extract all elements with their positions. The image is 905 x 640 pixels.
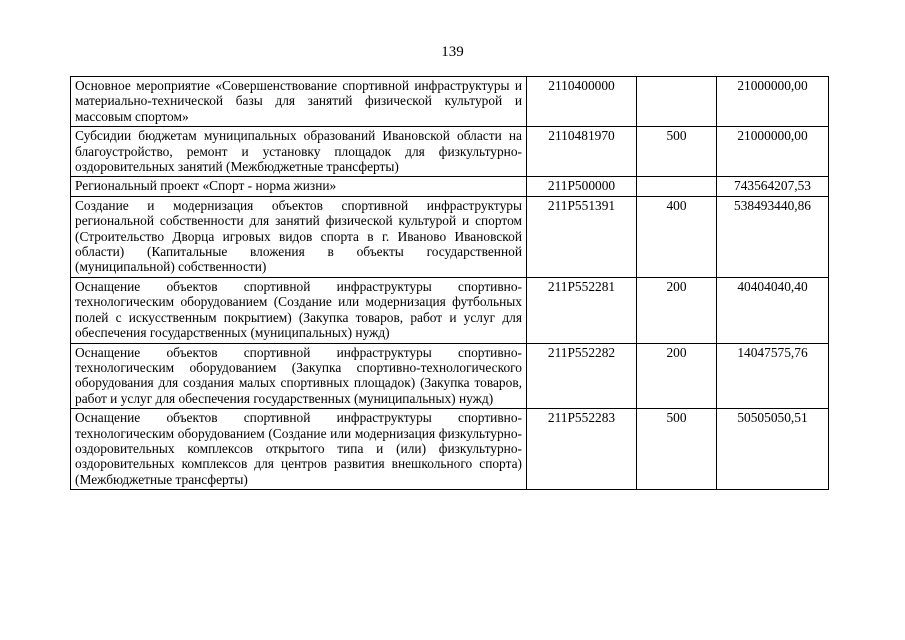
row-expense-type: 200	[637, 277, 717, 343]
table-row	[71, 127, 829, 177]
budget-table	[70, 76, 829, 490]
row-name: Создание и модернизация объектов спортивной инфраструктуры региональной собственности для занятий физической культурой и спортом (Строительство Дворца игровых видов спорта в г. Иваново Ивановской области) (Капитальные вложения в объекты государственной (муниципальной) собственности)	[71, 196, 527, 277]
row-name: Основное мероприятие «Совершенствование спортивной инфраструктуры и материально-технической базы для занятий физической культурой и массовым спортом»	[71, 77, 527, 127]
row-expense-type: 400	[637, 196, 717, 277]
table-row	[71, 177, 829, 196]
row-target-code: 211P552282	[527, 343, 637, 409]
row-target-code: 211P551391	[527, 196, 637, 277]
row-amount: 14047575,76	[717, 343, 829, 409]
row-expense-type	[637, 177, 717, 196]
row-expense-type: 500	[637, 409, 717, 490]
table-row	[71, 343, 829, 409]
row-target-code: 2110481970	[527, 127, 637, 177]
table-row	[71, 196, 829, 277]
table-row	[71, 277, 829, 343]
row-expense-type	[637, 77, 717, 127]
row-amount: 50505050,51	[717, 409, 829, 490]
row-amount: 40404040,40	[717, 277, 829, 343]
row-amount: 743564207,53	[717, 177, 829, 196]
table-row	[71, 409, 829, 490]
table-row	[71, 77, 829, 127]
row-name: Субсидии бюджетам муниципальных образований Ивановской области на благоустройство, ремонт и установку площадок для физкультурно-оздоровительных занятий (Межбюджетные трансферты)	[71, 127, 527, 177]
row-target-code: 211P552283	[527, 409, 637, 490]
row-name: Оснащение объектов спортивной инфраструктуры спортивно-технологическим оборудованием (Закупка спортивно-технологического оборудования для создания малых спортивных площадок) (Закупка товаров, работ и услуг для обеспечения государственных (муниципальных) нужд)	[71, 343, 527, 409]
budget-table-body	[71, 77, 829, 490]
row-target-code: 211P500000	[527, 177, 637, 196]
row-amount: 538493440,86	[717, 196, 829, 277]
row-name: Региональный проект «Спорт - норма жизни»	[71, 177, 527, 196]
row-target-code: 2110400000	[527, 77, 637, 127]
row-name: Оснащение объектов спортивной инфраструктуры спортивно-технологическим оборудованием (Создание или модернизация физкультурно-оздоровительных комплексов открытого типа и (или) физкультурно-оздоровительных комплексов для центров развития внешкольного спорта) (Межбюджетные трансферты)	[71, 409, 527, 490]
row-expense-type: 500	[637, 127, 717, 177]
page-number: 139	[441, 44, 464, 60]
row-target-code: 211P552281	[527, 277, 637, 343]
row-amount: 21000000,00	[717, 127, 829, 177]
row-name: Оснащение объектов спортивной инфраструктуры спортивно-технологическим оборудованием (Создание или модернизация футбольных полей с искусственным покрытием) (Закупка товаров, работ и услуг для обеспечения государственных (муниципальных) нужд)	[71, 277, 527, 343]
row-expense-type: 200	[637, 343, 717, 409]
row-amount: 21000000,00	[717, 77, 829, 127]
